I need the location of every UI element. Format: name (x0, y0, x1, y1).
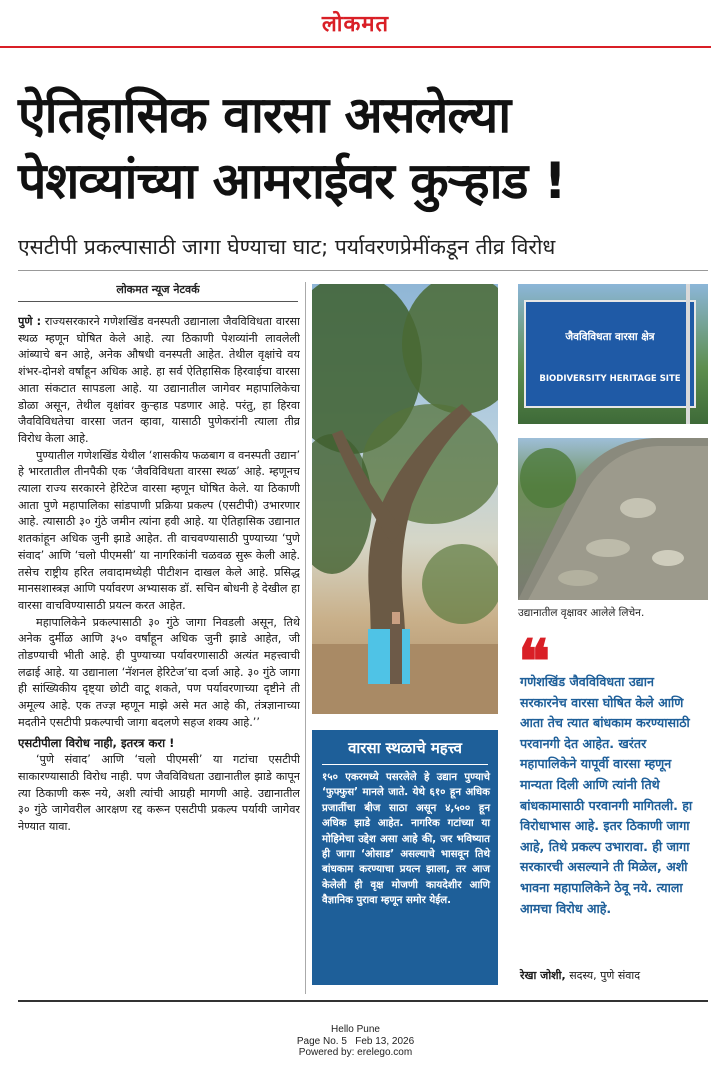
headline-divider (18, 270, 708, 271)
info-box-title: वारसा स्थळाचे महत्त्व (348, 739, 462, 757)
quote-attribution (520, 968, 706, 983)
sign-pole (686, 284, 690, 424)
footer-powered-by[interactable]: Powered by: erelego.com (298, 1047, 413, 1058)
bottom-divider (18, 1000, 708, 1002)
quote-author: रेखा जोशी, (520, 969, 566, 982)
column-divider (305, 282, 306, 994)
newspaper-logo: लोकमत (321, 11, 390, 37)
masthead (0, 0, 711, 48)
info-box-text: १५० एकरमध्ये पसरलेले हे उद्यान पुण्याचे ‘फुफ्फुस’ मानले जाते. येथे ६१० हून अधिक प्रजातींचा बीज साठा असून ४,५०० हून अधिक झाडे आहेत. नागरिक गटांच्या या मोहिमेचा उद्देश असा आहे की, जर भविष्यात ही जागा ‘ओसाड’ असल्याचे भासवून तिथे बांधकाम करण्याचा प्रयत्न झाला, तर आज केलेली ही वृक्ष मोजणी कायदेशीर आणि वैज्ञानिक पुरावा म्हणून समोर येईल. (322, 772, 490, 907)
tree-illustration (312, 284, 498, 714)
paragraph-text: राज्यसरकारने गणेशखिंड वनस्पती उद्यानाला जैवविविधता वारसा स्थळ म्हणून घोषित केले आहे. त्या ठिकाणी पेशव्यांनी लावलेली आंब्याचे बन आहे, अनेक औषधी वनस्पती आहेत. तेथील वृक्षांचे वय शंभर-दोनशे वर्षांहून अधिक आहे. हा सर्व ऐतिहासिक हिरवाईचा वारसा आता संकटात सापडला आहे. या उद्यानातील जागेवर महापालिकेचा डोळा असून, तेथील वृक्षांवर कुऱ्हाड पडणार आहे. परंतु, हा हिरवा जैवविविधतेचा वारसा जतन व्हावा, यासाठी पुणेकरांनी त्याला तीव्र विरोध केला आहे. (18, 315, 300, 445)
quote-mark-icon: ❝ (518, 627, 551, 697)
footer-page-date: Page No. 5 Feb 13, 2026 (296, 1035, 415, 1047)
article-paragraph (18, 314, 300, 448)
mango-tree-photo (312, 284, 498, 714)
pull-quote: गणेशखिंड जैवविविधता उद्यान सरकारनेच वारसा घोषित केले आणि आता तेच त्यात बांधकाम करण्यासाठी परवानगी देत आहेत. खरंतर महापालिकेने यापूर्वी वारसा म्हणून मान्यता दिली आणि त्यांनी तिथे बांधकामासाठी परवानगी मागितली. हा विरोधाभास आहे. इतर ठिकाणी जागा आहे, तिथे प्रकल्प उभारावा. ही जागा सरकारची असल्याने ती मिळेल, अशी भावना महापालिकेने ठेवू नये. त्याला आमचा विरोध आहे. (520, 674, 693, 916)
article-paragraph: पुण्यातील गणेशखिंड येथील ‘शासकीय फळबाग व वनस्पती उद्यान’ हे भारतातील तीनपैकी एक ‘जैवविविधता वारसा स्थळ’ आहे. म्हणूनच त्याला राज्य सरकारने हेरिटेज वारसा म्हणून घोषित केले. या ठिकाणी आता पुणे महापालिका सांडपाणी प्रक्रिया प्रकल्प (एसटीपी) उभारणार आहे. त्यासाठी ३० गुंठे जमीन त्यांना हवी आहे. या ऐतिहासिक उद्यानात शतकांहून अधिक जुनी झाडे आहेत. ती वाचवण्यासाठी पुण्याच्या ‘पुणे संवाद’ आणि ‘चलो पीएमसी’ या नागरिकांनी चळवळ सुरू केली आहे. तसेच राष्ट्रीय हरित लवादामध्येही पीटीशन दाखल केले आहे. प्रसिद्ध मानसशास्त्रज्ञ आणि पर्यावरण अभ्यासक डॉ. सचिन बोधनी हे देखील हा वारसा वाचविण्यासाठी प्रयत्न करत आहेत. (18, 448, 300, 612)
subheadline: एसटीपी प्रकल्पासाठी जागा घेण्याचा घाट; पर्यावरणप्रेमींकडून तीव्र विरोध (18, 235, 556, 259)
heritage-info-box (312, 730, 498, 985)
article-body (18, 314, 300, 994)
heritage-sign-photo (518, 284, 708, 424)
headline: ऐतिहासिक वारसा असलेल्या पेशव्यांच्या आमराईवर कुऱ्हाड ! (18, 86, 566, 210)
page-footer (0, 1024, 711, 1059)
heritage-signboard (524, 300, 696, 408)
lichen-bark-photo (518, 438, 708, 600)
article-subhead: एसटीपीला विरोध नाही, इतरत्र करा ! (18, 735, 175, 750)
sign-marathi-title: जैवविविधता वारसा क्षेत्र (565, 331, 655, 343)
sign-english-title: BIODIVERSITY HERITAGE SITE (539, 374, 681, 384)
byline-divider (18, 301, 298, 302)
article-paragraph: ‘पुणे संवाद’ आणि ‘चलो पीएमसी’ या गटांचा एसटीपी साकारण्यासाठी विरोध नाही. पण जैवविविधता उद्यानातील झाडे कापून त्या ठिकाणी करू नये, अशी त्यांची आग्रही मागणी आहे. उद्यानातील ३० गुंठे जागेवरील आरक्षण रद्द करून एसटीपी प्रकल्प पर्यायी जागेवर नेण्यात यावा. (18, 753, 300, 834)
photo-caption: उद्यानातील वृक्षावर आलेले लिचेन. (518, 607, 645, 619)
dateline: पुणे : (18, 315, 42, 328)
quote-role: सदस्य, पुणे संवाद (565, 969, 641, 982)
bark-illustration (518, 438, 708, 600)
footer-edition: Hello Pune (331, 1024, 380, 1035)
byline: लोकमत न्यूज नेटवर्क (116, 283, 200, 296)
info-box-divider (322, 764, 488, 765)
article-paragraph: महापालिकेने प्रकल्पासाठी ३० गुंठे जागा निवडली असून, तिथे अनेक दुर्मीळ आणि ३५० वर्षांहून अधिक जुनी झाडे आहेत, जी तोडण्याची भीती आहे. ही पुण्याच्या पर्यावरणासाठी अत्यंत महत्त्वाची लढाई आहे. या उद्यानाला ‘नॅशनल हेरिटेज’चा दर्जा आहे. ३० गुंठे जागा ही सांख्यिकीय दृष्ट्या छोटी वाटू शकते, पण पर्यावरणाच्या दृष्टीने ती अमूल्य आहे. एक तज्ज्ञ म्हणून माझे असे मत आहे की, तंत्रज्ञानाच्या मदतीने एसटीपी प्रकल्पाची जागा बदलणे सहज शक्य आहे.’’ (18, 615, 300, 729)
